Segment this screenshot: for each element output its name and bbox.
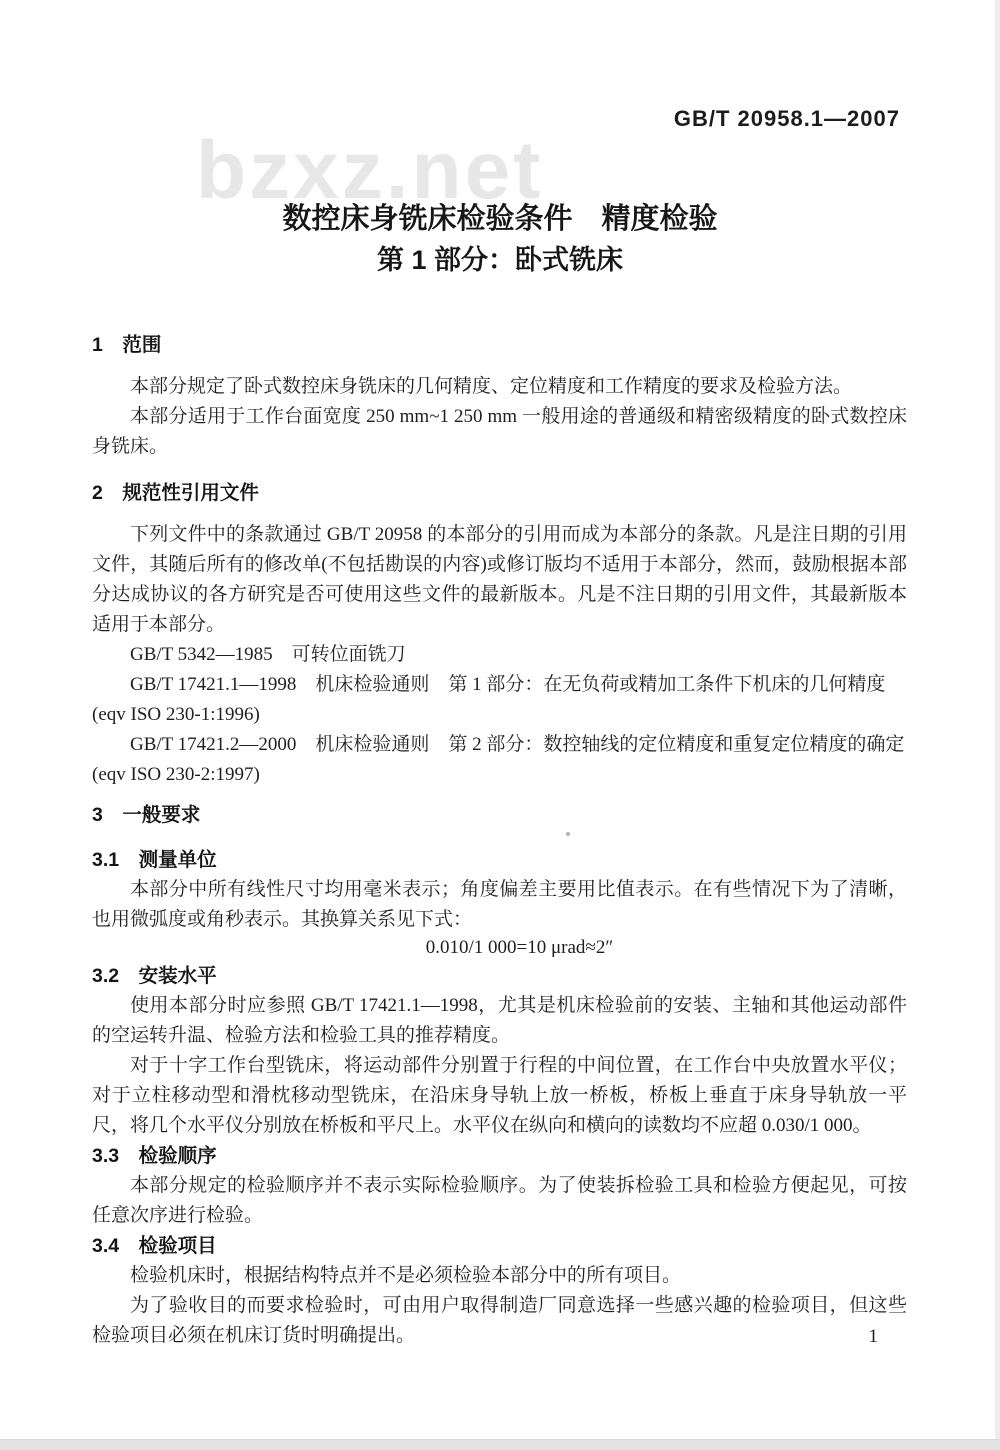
scan-artifact-dot xyxy=(566,832,570,836)
section-3-heading: 3 一般要求 xyxy=(92,804,201,826)
section-3-3-heading: 3.3 检验顺序 xyxy=(92,1145,217,1167)
document-subtitle: 第 1 部分：卧式铣床 xyxy=(376,245,624,275)
section-3-2-heading: 3.2 安装水平 xyxy=(92,965,217,987)
document-title: 数控床身铣床检验条件 精度检验 xyxy=(282,203,718,235)
reference-item-2: GB/T 17421.1—1998 机床检验通则 第 1 部分：在无负荷或精加工条件下机床的几何精度 xyxy=(130,674,886,695)
reference-item-1: GB/T 5342—1985 可转位面铣刀 xyxy=(130,644,406,665)
conversion-formula: 0.010/1 000=10 μrad≈2″ xyxy=(425,937,614,958)
section-3-2-paragraph-1: 使用本部分时应参照 GB/T 17421.1—1998，尤其是机床检验前的安装、主轴和其他运动部件的空运转升温、检验方法和检验工具的推荐精度。 xyxy=(92,995,907,1046)
page-edge-right xyxy=(995,0,1000,1450)
section-3-2-paragraph-2: 对于十字工作台型铣床，将运动部件分别置于行程的中间位置，在工作台中央放置水平仪；对于立柱移动型和滑枕移动型铣床，在沿床身导轨上放一桥板，桥板上垂直于床身导轨放一平尺，将几个水平仪分别放在桥板和平尺上。水平仪在纵向和横向的读数均不应超 0.030/1 000。 xyxy=(92,1055,907,1136)
section-1-heading: 1 范围 xyxy=(92,334,162,356)
reference-item-3-continuation: (eqv ISO 230-2:1997) xyxy=(92,764,260,785)
page-edge-bottom xyxy=(0,1439,1000,1450)
section-3-3-paragraph: 本部分规定的检验顺序并不表示实际检验顺序。为了使装拆检验工具和检验方便起见，可按任意次序进行检验。 xyxy=(92,1175,907,1226)
section-3-4-heading: 3.4 检验项目 xyxy=(92,1235,217,1257)
standard-code: GB/T 20958.1—2007 xyxy=(673,106,900,131)
section-3-1-heading: 3.1 测量单位 xyxy=(92,849,217,871)
section-3-1-paragraph: 本部分中所有线性尺寸均用毫米表示；角度偏差主要用比值表示。在有些情况下为了清晰，也用微弧度或角秒表示。其换算关系见下式： xyxy=(92,879,907,930)
watermark-text: bzxz.net xyxy=(196,125,544,216)
section-3-4-paragraph-1: 检验机床时，根据结构特点并不是必须检验本部分中的所有项目。 xyxy=(130,1265,682,1286)
reference-item-3: GB/T 17421.2—2000 机床检验通则 第 2 部分：数控轴线的定位精度和重复定位精度的确定 xyxy=(130,734,905,755)
section-2-heading: 2 规范性引用文件 xyxy=(92,482,259,504)
section-1-paragraph-1: 本部分规定了卧式数控床身铣床的几何精度、定位精度和工作精度的要求及检验方法。 xyxy=(130,376,853,397)
section-1-paragraph-2: 本部分适用于工作台面宽度 250 mm~1 250 mm 一般用途的普通级和精密级精度的卧式数控床身铣床。 xyxy=(92,406,907,457)
section-3-4-paragraph-2: 为了验收目的而要求检验时，可由用户取得制造厂同意选择一些感兴趣的检验项目，但这些检验项目必须在机床订货时明确提出。 xyxy=(92,1295,907,1346)
document-body xyxy=(92,318,907,1351)
reference-item-2-continuation: (eqv ISO 230-1:1996) xyxy=(92,704,260,725)
page-number: 1 xyxy=(868,1326,878,1347)
section-2-intro-paragraph: 下列文件中的条款通过 GB/T 20958 的本部分的引用而成为本部分的条款。凡是注日期的引用文件，其随后所有的修改单(不包括勘误的内容)或修订版均不适用于本部分，然而，鼓励根据本部分达成协议的各方研究是否可使用这些文件的最新版本。凡是不注日期的引用文件，其最新版本适用于本部分。 xyxy=(92,524,907,635)
